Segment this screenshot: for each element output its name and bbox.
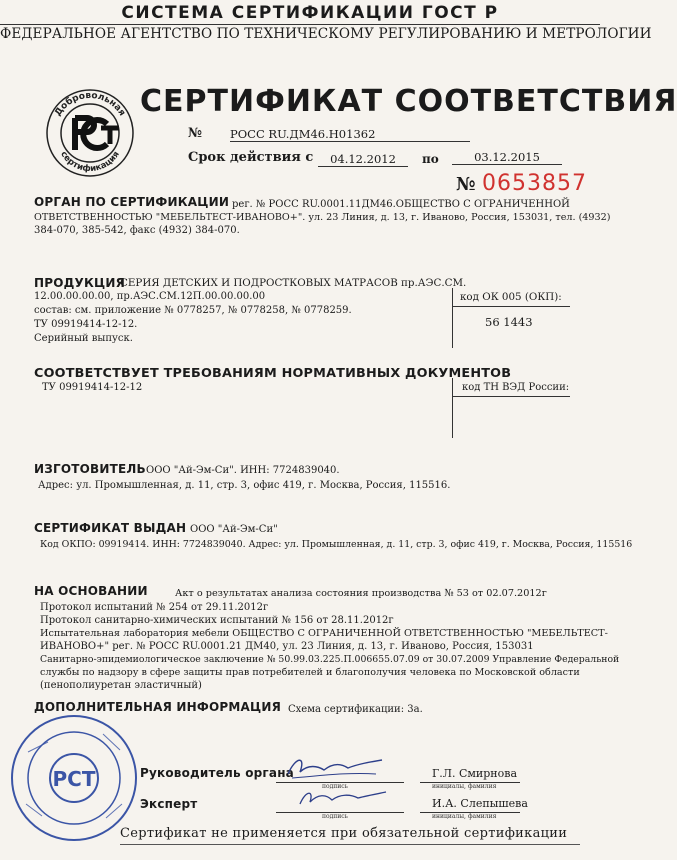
expert-label: Эксперт: [140, 797, 198, 811]
issued-name: ООО "Ай-Эм-Си": [190, 524, 278, 535]
okp-underline: [452, 306, 570, 307]
organ-line1: рег. № РОСС RU.0001.11ДМ46.ОБЩЕСТВО С ОГРАНИЧЕННОЙ: [232, 199, 570, 210]
to-label: по: [422, 152, 439, 166]
basis-line6: Санитарно-эпидемиологическое заключение № 50.99.03.225.П.006655.07.09 от 30.07.2009 Управление Федеральной: [40, 654, 620, 665]
head-label: Руководитель органа: [140, 766, 294, 780]
certificate-title: СЕРТИФИКАТ СООТВЕТСТВИЯ: [140, 84, 677, 119]
tn-underline: [452, 396, 570, 397]
conformity-line1: ТУ 09919414-12-12: [42, 382, 143, 393]
cert-number: РОСС RU.ДМ46.Н01362: [230, 127, 470, 142]
logo-top-text: Добровольная: [53, 90, 127, 119]
issued-details: Код ОКПО: 09919414. ИНН: 7724839040. Адрес: ул. Промышленная, д. 11, стр. 3, офис 419, г. Москва, Россия, 115516: [40, 539, 633, 550]
expert-name-caption: инициалы, фамилия: [432, 813, 497, 820]
organ-title: ОРГАН ПО СЕРТИФИКАЦИИ: [34, 195, 230, 209]
basis-line5: ИВАНОВО+" рег. № РОСС RU.0001.21 ДМ40, ул. 23 Линия, д. 13, г. Иваново, Россия, 153031: [40, 641, 534, 652]
voluntary-certification-logo: [45, 88, 135, 178]
basis-title: НА ОСНОВАНИИ: [34, 584, 148, 598]
product-title: ПРОДУКЦИЯ: [34, 276, 126, 290]
organ-line2: ОТВЕТСТВЕННОСТЬЮ "МЕБЕЛЬТЕСТ-ИВАНОВО+". ул. 23 Линия, д. 13, г. Иваново, Россия, 153031, тел. (4932): [34, 212, 611, 223]
manufacturer-name: ООО "Ай-Эм-Си". ИНН: 7724839040.: [146, 465, 340, 476]
validity-label: Срок действия с: [188, 150, 314, 165]
manufacturer-title: ИЗГОТОВИТЕЛЬ: [34, 462, 146, 476]
serial-label: №: [456, 174, 476, 195]
basis-line7: службы по надзору в сфере защиты прав потребителей и благополучия человека по Московской области: [40, 667, 580, 678]
footer-rule: [120, 844, 580, 845]
product-line2: 12.00.00.00.00, пр.АЭС.СМ.12П.00.00.00.00: [34, 291, 266, 302]
additional-title: ДОПОЛНИТЕЛЬНАЯ ИНФОРМАЦИЯ: [34, 700, 282, 714]
expert-name: И.А. Слепышева: [432, 797, 528, 810]
svg-text:PCT: PCT: [52, 767, 96, 791]
basis-line8: (пенополиуретан эластичный): [40, 680, 202, 691]
scheme-text: Схема сертификации: 3а.: [288, 704, 423, 715]
agency-title: ФЕДЕРАЛЬНОЕ АГЕНТСТВО ПО ТЕХНИЧЕСКОМУ РЕГУЛИРОВАНИЮ И МЕТРОЛОГИИ: [0, 26, 652, 42]
system-title: СИСТЕМА СЕРТИФИКАЦИИ ГОСТ Р: [121, 3, 499, 23]
head-sign-caption: подпись: [322, 783, 348, 790]
valid-from: 04.12.2012: [318, 152, 408, 167]
issued-title: СЕРТИФИКАТ ВЫДАН: [34, 521, 187, 535]
basis-line1: Акт о результатах анализа состояния производства № 53 от 02.07.2012г: [175, 588, 547, 599]
conformity-title: СООТВЕТСТВУЕТ ТРЕБОВАНИЯМ НОРМАТИВНЫХ ДОКУМЕНТОВ: [34, 366, 512, 381]
okp-label: код ОК 005 (ОКП):: [460, 291, 562, 303]
expert-signature: [292, 786, 392, 812]
basis-line2: Протокол испытаний № 254 от 29.11.2012г: [40, 602, 269, 613]
basis-line3: Протокол санитарно-химических испытаний № 156 от 28.11.2012г: [40, 615, 394, 626]
tn-label: код ТН ВЭД России:: [462, 382, 570, 393]
head-name-caption: инициалы, фамилия: [432, 783, 497, 790]
product-line4: ТУ 09919414-12-12.: [34, 319, 138, 330]
round-stamp: [8, 712, 140, 844]
cert-number-label: №: [188, 126, 203, 141]
product-line5: Серийный выпуск.: [34, 333, 133, 344]
logo-bottom-text: сертификация: [58, 149, 122, 175]
valid-to: 03.12.2015: [452, 150, 562, 165]
footer-note: Сертификат не применяется при обязательной сертификации: [120, 826, 568, 841]
okp-value: 56 1443: [485, 315, 533, 329]
expert-sign-caption: подпись: [322, 813, 348, 820]
head-name: Г.Л. Смирнова: [432, 767, 518, 780]
product-line1: СЕРИЯ ДЕТСКИХ И ПОДРОСТКОВЫХ МАТРАСОВ пр.АЭС.СМ.: [120, 277, 467, 289]
basis-line4: Испытательная лаборатория мебели ОБЩЕСТВО С ОГРАНИЧЕННОЙ ОТВЕТСТВЕННОСТЬЮ "МЕБЕЛЬТЕСТ-: [40, 628, 608, 639]
product-line3: состав: см. приложение № 0778257, № 0778258, № 0778259.: [34, 305, 352, 316]
serial-number: 0653857: [482, 171, 587, 196]
head-signature: [278, 752, 398, 786]
manufacturer-address: Адрес: ул. Промышленная, д. 11, стр. 3, офис 419, г. Москва, Россия, 115516.: [38, 480, 451, 491]
organ-line3: 384-070, 385-542, факс (4932) 384-070.: [34, 225, 240, 236]
